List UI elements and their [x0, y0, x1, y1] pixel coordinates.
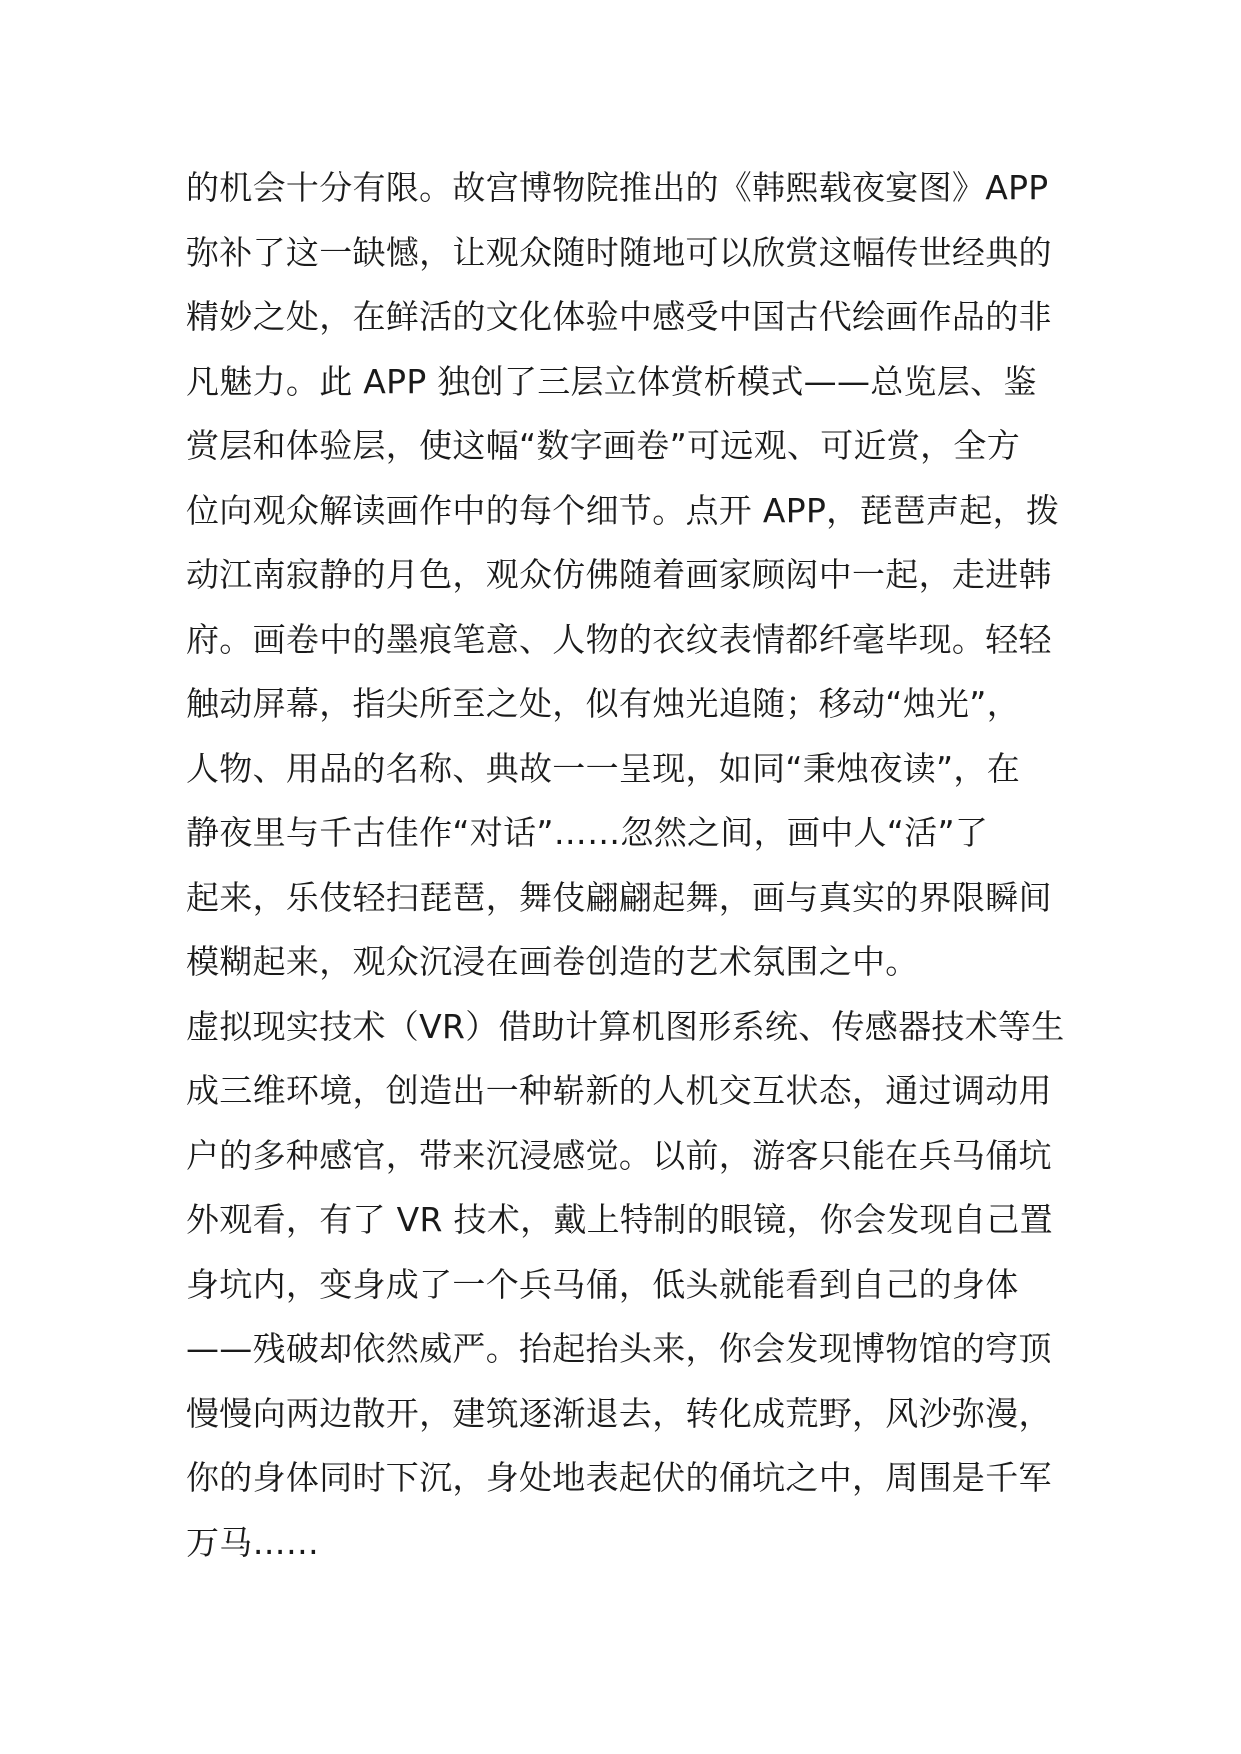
paragraph-vr: [186, 995, 1066, 1576]
text-line: 万马……: [186, 1522, 320, 1562]
text-line: 静夜里与千古佳作“对话”……忽然之间，画中人“活”了: [186, 813, 989, 852]
text-line: 的机会十分有限。故宫博物院推出的《韩熙载夜宴图》APP: [186, 168, 1049, 207]
paragraph-app: [186, 156, 1066, 995]
text-line: 位向观众解读画作中的每个细节。点开 APP，琵琶声起，拨: [186, 490, 1060, 530]
text-line: 人物、用品的名称、典故一一呈现，如同“秉烛夜读”，在: [186, 748, 1020, 788]
text-line: ——残破却依然威严。抬起抬头来，你会发现博物馆的穹顶: [186, 1329, 1052, 1368]
text-line: 赏层和体验层，使这幅“数字画卷”可远观、可近赏，全方: [186, 426, 1020, 465]
text-line: 弥补了这一缺憾，让观众随时随地可以欣赏这幅传世经典的: [186, 232, 1052, 272]
text-line: 成三维环境，创造出一种崭新的人机交互状态，通过调动用: [186, 1071, 1052, 1110]
text-line: 触动屏幕，指尖所至之处，似有烛光追随；移动“烛光”，: [186, 684, 1020, 723]
text-line: 精妙之处，在鲜活的文化体验中感受中国古代绘画作品的非: [186, 297, 1052, 336]
text-line: 虚拟现实技术（VR）借助计算机图形系统、传感器技术等生: [186, 1006, 1065, 1046]
text-line: 慢慢向两边散开，建筑逐渐退去，转化成荒野，风沙弥漫，: [186, 1393, 1052, 1433]
text-line: 外观看，有了 VR 技术，戴上特制的眼镜，你会发现自己置: [186, 1200, 1053, 1239]
text-line: 户的多种感官，带来沉浸感觉。以前，游客只能在兵马俑坑: [186, 1135, 1052, 1175]
text-line: 身坑内，变身成了一个兵马俑，低头就能看到自己的身体: [186, 1264, 1019, 1304]
text-line: 凡魅力。此 APP 独创了三层立体赏析模式——总览层、鉴: [186, 361, 1037, 401]
text-line: 你的身体同时下沉，身处地表起伏的俑坑之中，周围是千军: [186, 1458, 1052, 1497]
text-line: 动江南寂静的月色，观众仿佛随着画家顾闳中一起，走进韩: [186, 555, 1052, 594]
body-text: [186, 156, 1066, 1575]
text-line: 模糊起来，观众沉浸在画卷创造的艺术氛围之中。: [186, 942, 919, 981]
text-line: 府。画卷中的墨痕笔意、人物的衣纹表情都纤毫毕现。轻轻: [186, 619, 1052, 659]
text-line: 起来，乐伎轻扫琵琶，舞伎翩翩起舞，画与真实的界限瞬间: [186, 877, 1052, 917]
